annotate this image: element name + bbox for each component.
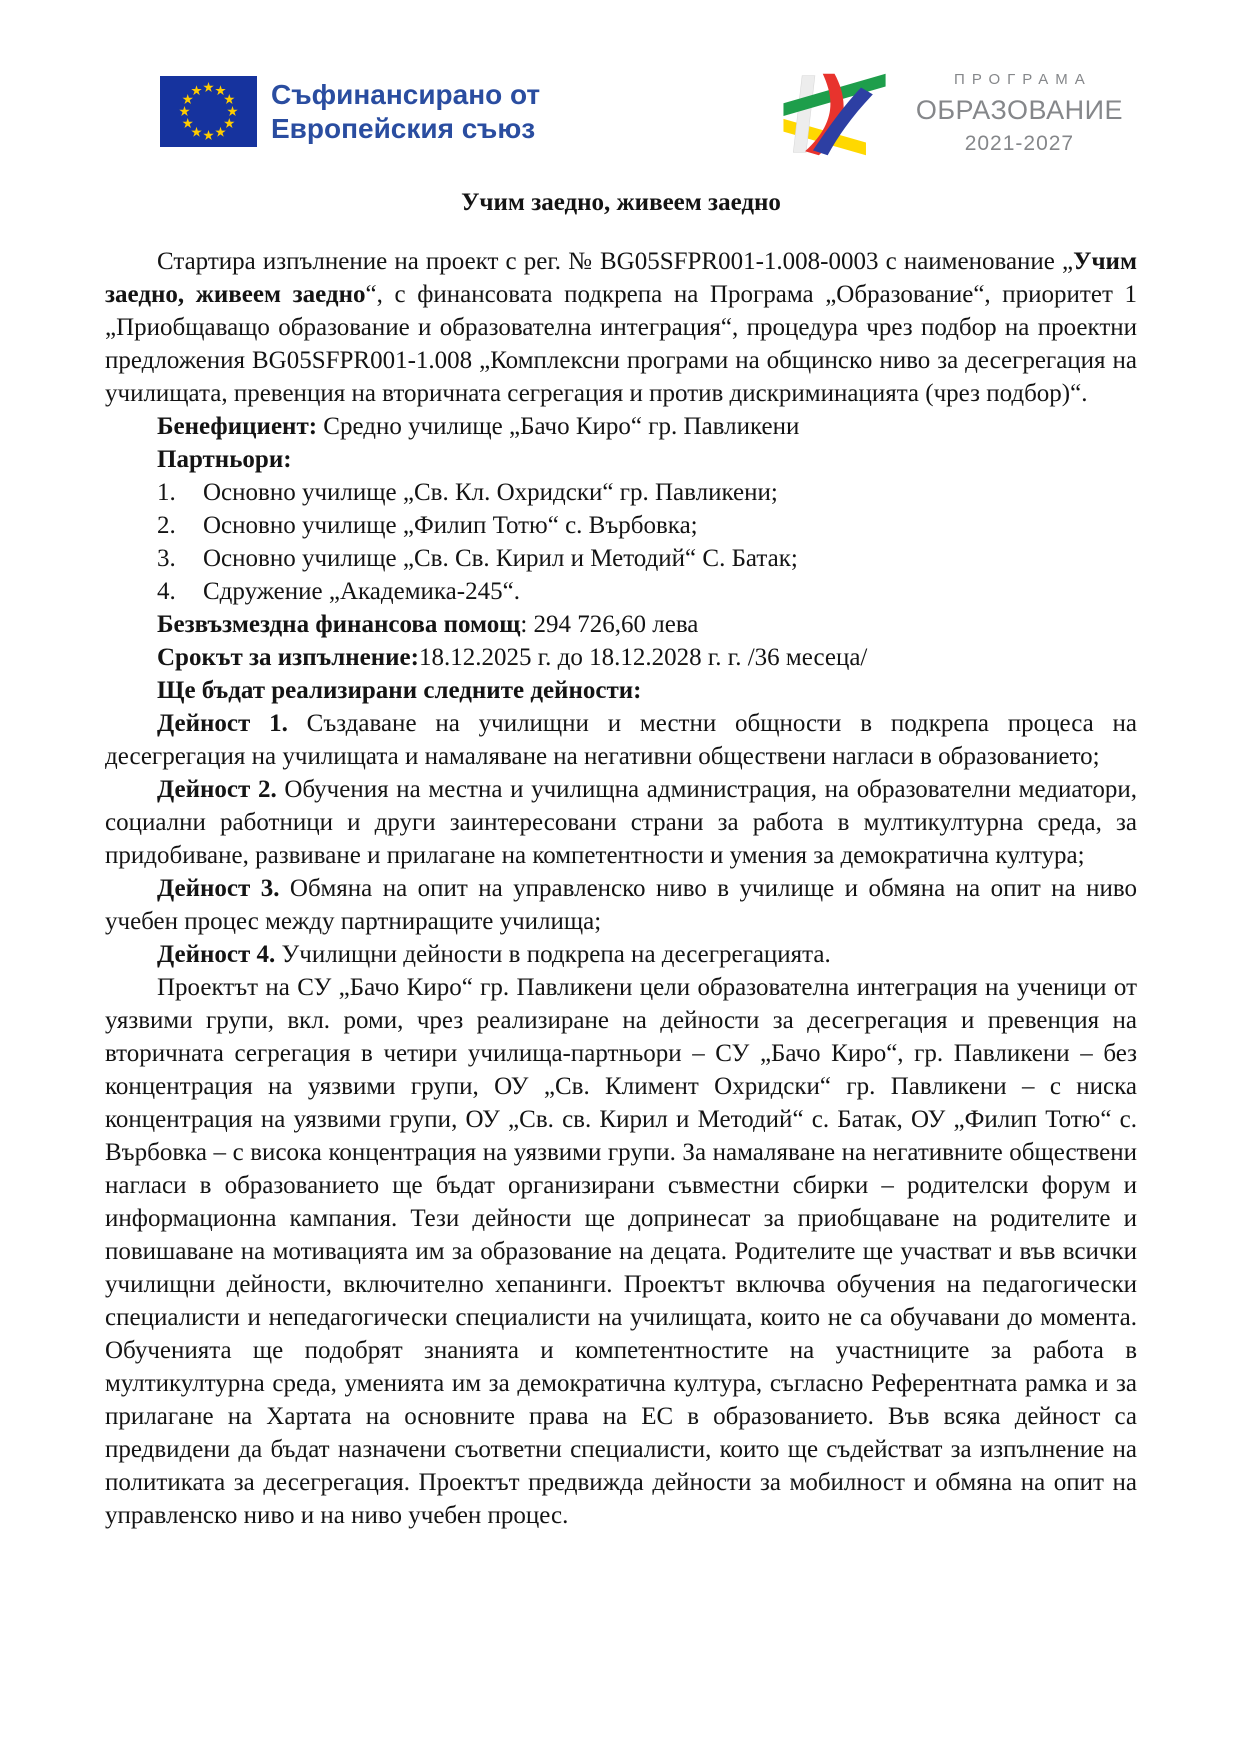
activity-label: Дейност 1. [157, 710, 288, 737]
partners-label: Партньори: [157, 446, 292, 473]
beneficiary-value: Средно училище „Бачо Киро“ гр. Павликени [317, 413, 800, 440]
activity-label: Дейност 3. [157, 875, 280, 902]
eu-cofunded-logo [160, 76, 540, 147]
list-item-number: 3. [157, 545, 176, 572]
grant-label: Безвъзмездна финансова помощ [157, 611, 521, 638]
eu-cofunded-line1: Съфинансирано от [271, 79, 541, 111]
intro-paragraph [105, 245, 1137, 410]
partner-list-item [157, 509, 1137, 542]
list-item-number: 1. [157, 479, 176, 506]
period-label: Срокът за изпълнение: [157, 644, 419, 671]
program-education-text [916, 70, 1123, 158]
program-name: ОБРАЗОВАНИЕ [915, 94, 1123, 125]
program-label: ПРОГРАМА [954, 70, 1092, 88]
intro-project-name: Учим заедно, живеем заедно [105, 248, 1137, 308]
partner-list-item [157, 575, 1137, 608]
period-value: 18.12.2025 г. до 18.12.2028 г. г. /36 месеца/ [418, 644, 868, 671]
activity-label: Дейност 4. [157, 941, 276, 968]
page-header [105, 60, 1137, 172]
list-item-number: 2. [157, 512, 176, 539]
period-line [105, 641, 1137, 674]
intro-pre: Стартира изпълнение на проект с рег. № BG05SFPR001-1.008-0003 с наименование „ [157, 248, 1074, 275]
beneficiary-label: Бенефициент: [157, 413, 318, 440]
activities-heading [105, 674, 1137, 707]
activity-text: Училищни дейности в подкрепа на десегрегацията. [275, 941, 831, 968]
grant-value: : 294 726,60 лева [520, 611, 699, 638]
list-item-number: 4. [157, 578, 176, 605]
beneficiary-line [105, 410, 1137, 443]
activities-heading-label: Ще бъдат реализирани следните дейности: [157, 677, 642, 704]
list-item-text: Основно училище „Св. Св. Кирил и Методий“ С. Батак; [203, 545, 798, 572]
list-item-text: Основно училище „Св. Кл. Охридски“ гр. Павликени; [203, 479, 778, 506]
program-education-ribbons-icon [697, 60, 922, 168]
activity-paragraph [105, 707, 1137, 773]
grant-line [105, 608, 1137, 641]
list-item-text: Основно училище „Филип Тотю“ с. Върбовка; [203, 512, 698, 539]
activity-label: Дейност 2. [157, 776, 277, 803]
list-item-text: Сдружение „Академика-245“. [203, 578, 520, 605]
partner-list-item [157, 476, 1137, 509]
activity-text: Обучения на местна и училищна администрация, на образователни медиатори, социални работници и други заинтересовани страни за работа в мултикултурна среда, за придобиване, развиване и прилагане на компетентности и умения за демократична култура; [105, 776, 1137, 869]
partner-list-item [157, 542, 1137, 575]
activity-paragraph [105, 773, 1137, 872]
ribbon-white [793, 76, 815, 153]
eu-flag-icon [160, 76, 257, 147]
program-education-logo [697, 60, 1123, 168]
activity-paragraph [105, 938, 1137, 971]
activity-text: Обмяна на опит на управленско ниво в училище и обмяна на опит на ниво учебен процес между партниращите училища; [105, 875, 1137, 935]
partners-heading [105, 443, 1137, 476]
activity-paragraph [105, 872, 1137, 938]
activity-text: Създаване на училищни и местни общности в подкрепа процеса на десегрегация на училищата и намаляване на негативни обществени нагласи в образованието; [105, 710, 1137, 770]
intro-post: “, с финансовата подкрепа на Програма „Образование“, приоритет 1 „Приобщаващо образование и образователна интеграция“, процедура чрез подбор на проектни предложения BG05SFPR001-1.008 „Комплексни програми на общинско ниво за десегрегация на училищата, превенция на вторичната сегрегация и против дискриминацията (чрез подбор)“. [105, 281, 1138, 407]
eu-cofunded-text [271, 78, 540, 144]
closing-paragraph: Проектът на СУ „Бачо Киро“ гр. Павликени цели образователна интеграция на ученици от уязвими групи, вкл. роми, чрез реализиране на дейности за десегрегация и превенция на вторичната сегрегация в четири училища-партньори – СУ „Бачо Киро“, гр. Павликени – без концентрация на уязвими групи, ОУ „Св. Климент Охридски“ гр. Павликени – с ниска концентрация на уязвими групи, ОУ „Св. св. Кирил и Методий“ с. Батак, ОУ „Филип Тотю“ с. Върбовка – с висока концентрация на уязвими групи. За намаляване на негативните обществени нагласи в образованието ще бъдат организирани съвместни сбирки – родителски форум и информационна кампания. Тези дейности ще допринесат за приобщаване на родителите и повишаване на мотивацията им за образование на децата. Родителите ще участват и във всички училищни дейности, включително хепанинги. Проектът включва обучения на педагогически специалисти и непедагогически специалисти на училищата, които не са обучавани до момента. Обученията ще подобрят знанията и компетентностите на участниците за работа в мултикултурна среда, уменията им за демократична култура, съгласно Референтната рамка и за прилагане на Хартата на основните права на ЕС в образованието. Във всяка дейност са предвидени да бъдат назначени съответни специалисти, които ще съдействат за изпълнение на политиката за десегрегация. Проектът предвижда дейности за мобилност и обмяна на опит на управленско ниво и на ниво учебен процес. [105, 974, 1137, 1529]
page-title: Учим заедно, живеем заедно [461, 189, 781, 216]
eu-cofunded-line2: Европейския съюз [271, 112, 536, 144]
program-years: 2021-2027 [964, 132, 1075, 156]
